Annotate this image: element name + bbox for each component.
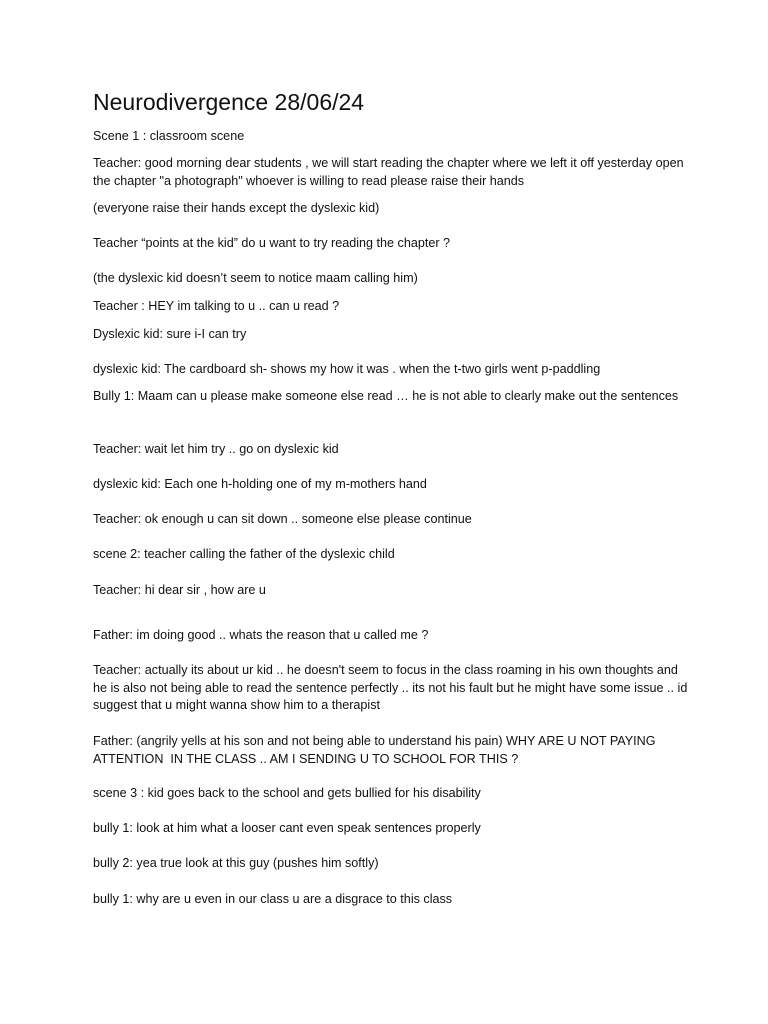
paragraph-stage-direction: (everyone raise their hands except the dyslexic kid): [93, 201, 380, 215]
paragraph-dyslexic-kid: dyslexic kid: Each one h-holding one of my m-mothers hand: [93, 477, 427, 491]
paragraph-teacher: Teacher: actually its about ur kid .. he doesn't seem to focus in the class roaming in his own thoughts and he is also not being able to read the sentence perfectly .. its not his fault but he might have some issue .. id suggest that u might wanna show him to a therapist: [93, 663, 691, 712]
paragraph-teacher: Teacher: ok enough u can sit down .. someone else please continue: [93, 512, 472, 526]
paragraph-father: Father: im doing good .. whats the reason that u called me ?: [93, 628, 429, 642]
paragraph-bully: bully 1: why are u even in our class u are a disgrace to this class: [93, 892, 453, 906]
paragraph-teacher-hey: Teacher : HEY im talking to u .. can u read ?: [93, 299, 340, 313]
paragraph-dyslexic-kid: Dyslexic kid: sure i-I can try: [93, 327, 247, 341]
paragraph-father: Father: (angrily yells at his son and not being able to understand his pain) WHY ARE U NOT PAYING ATTENTION IN THE CLASS .. AM I SENDING U TO SCHOOL FOR THIS ?: [93, 734, 659, 766]
paragraph-bully: Bully 1: Maam can u please make someone else read … he is not able to clearly make out the sentences: [93, 389, 679, 403]
paragraph-scene-2-heading: scene 2: teacher calling the father of the dyslexic child: [93, 547, 395, 561]
paragraph-teacher: Teacher: hi dear sir , how are u: [93, 583, 266, 597]
paragraph-teacher-points: Teacher “points at the kid” do u want to try reading the chapter ?: [93, 236, 451, 250]
paragraph-dyslexic-kid: dyslexic kid: The cardboard sh- shows my how it was . when the t-two girls went p-paddling: [93, 362, 601, 376]
document-title: Neurodivergence 28/06/24: [93, 89, 365, 115]
paragraph-bully: bully 2: yea true look at this guy (pushes him softly): [93, 856, 379, 870]
paragraph-bully: bully 1: look at him what a looser cant even speak sentences properly: [93, 821, 481, 835]
paragraph-scene-3-heading: scene 3 : kid goes back to the school and gets bullied for his disability: [93, 786, 481, 800]
paragraph-scene-1-heading: Scene 1 : classroom scene: [93, 129, 245, 143]
paragraph-stage-direction: (the dyslexic kid doesn’t seem to notice maam calling him): [93, 271, 418, 285]
paragraph-teacher-intro: Teacher: good morning dear students , we will start reading the chapter where we left it off yesterday open the chapter "a photograph" whoever is willing to read please raise their hands: [93, 156, 688, 188]
paragraph-teacher: Teacher: wait let him try .. go on dyslexic kid: [93, 442, 339, 456]
